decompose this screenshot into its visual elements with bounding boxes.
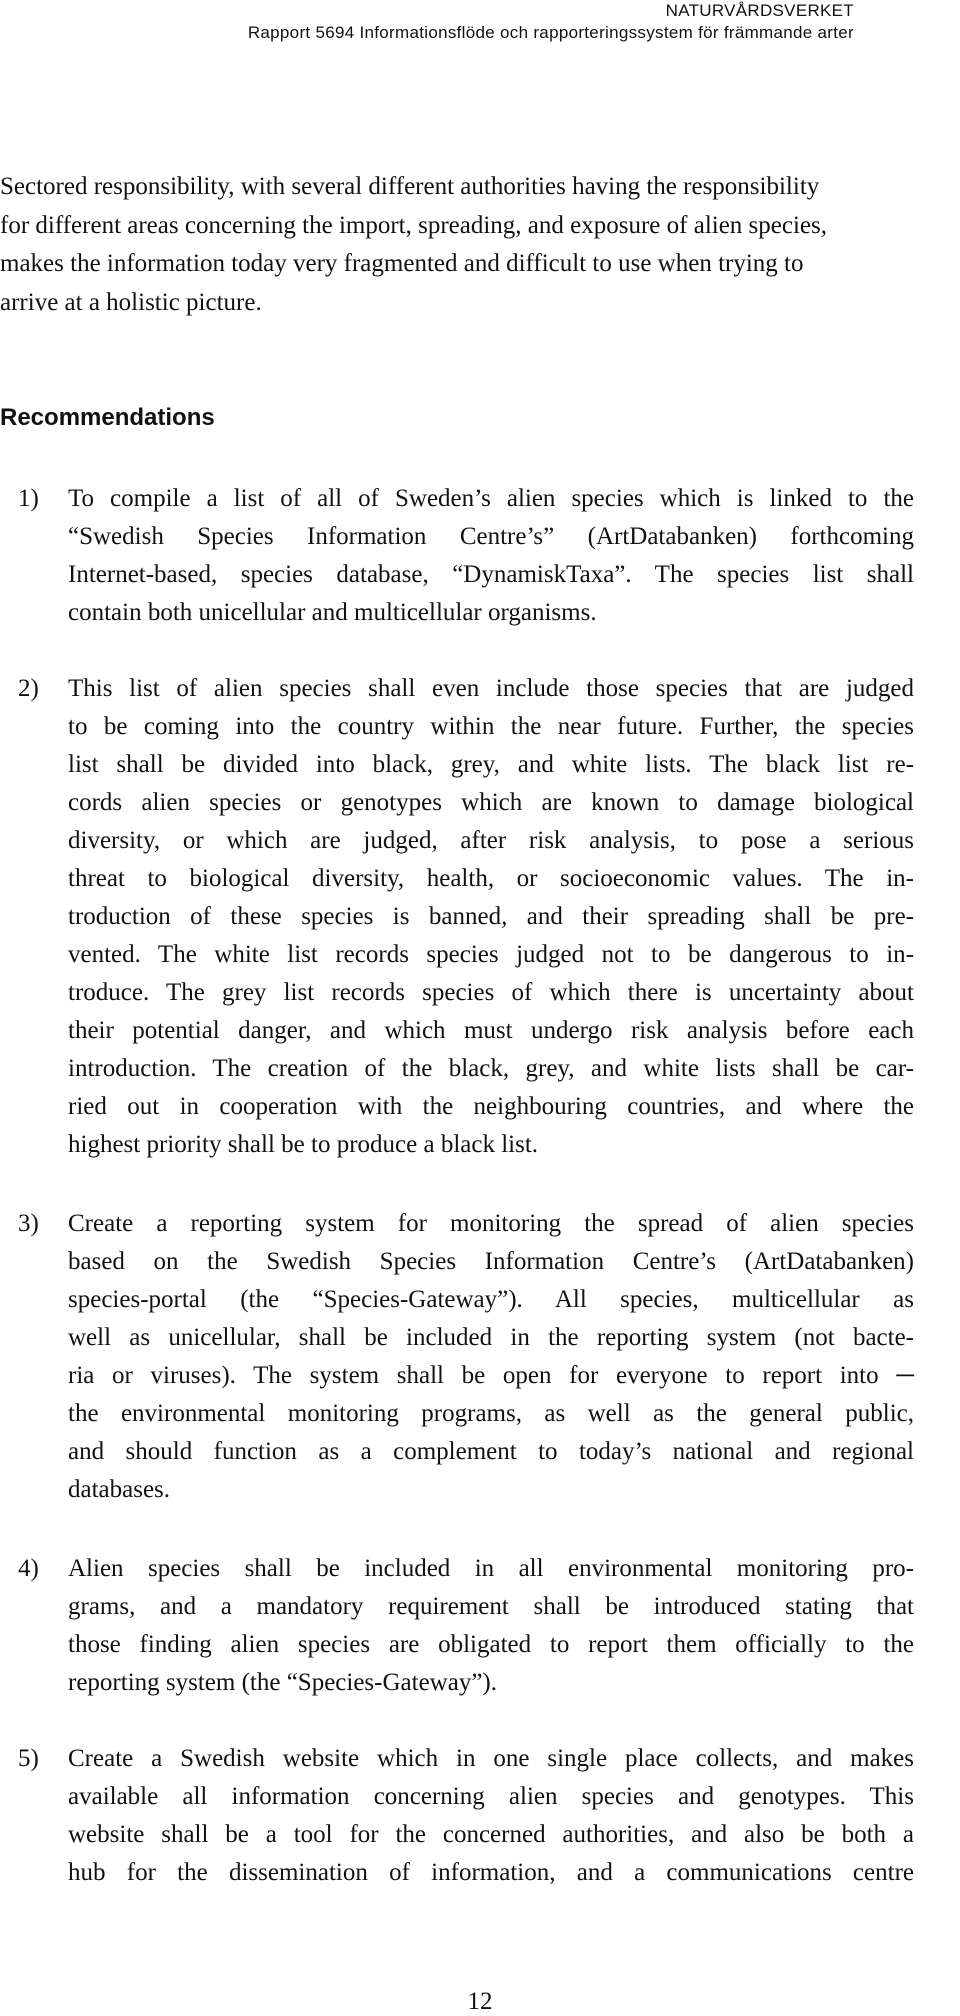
recommendation-item bbox=[18, 1205, 914, 1509]
text-line: cords alien species or genotypes which are known to damage biological bbox=[68, 789, 914, 816]
text-line: troduce. The grey list records species of which there is uncertainty about bbox=[68, 979, 914, 1006]
recommendation-number: 5) bbox=[18, 1745, 39, 1772]
recommendation-item bbox=[18, 670, 914, 1164]
text-line: list shall be divided into black, grey, and white lists. The black list re- bbox=[68, 751, 914, 778]
text-line: Create a Swedish website which in one single place collects, and makes bbox=[68, 1745, 914, 1772]
text-line: vented. The white list records species judged not to be dangerous to in- bbox=[68, 941, 914, 968]
running-header bbox=[248, 0, 854, 44]
section-heading: Recommendations bbox=[0, 404, 215, 431]
text-line: Internet-based, species database, “DynamiskTaxa”. The species list shall bbox=[68, 561, 914, 588]
text-line: “Swedish Species Information Centre’s” (ArtDatabanken) forthcoming bbox=[68, 523, 914, 550]
text-line: their potential danger, and which must undergo risk analysis before each bbox=[68, 1017, 914, 1044]
text-line: contain both unicellular and multicellular organisms. bbox=[68, 599, 597, 626]
text-line: available all information concerning alien species and genotypes. This bbox=[68, 1783, 914, 1810]
text-line: the environmental monitoring programs, as well as the general public, bbox=[68, 1400, 914, 1427]
intro-line: makes the information today very fragmented and difficult to use when trying to bbox=[0, 250, 804, 277]
text-line: threat to biological diversity, health, or socioeconomic values. The in- bbox=[68, 865, 914, 892]
header-agency: NATURVÅRDSVERKET bbox=[665, 1, 854, 20]
text-line: introduction. The creation of the black, grey, and white lists shall be car- bbox=[68, 1055, 914, 1082]
recommendation-number: 1) bbox=[18, 485, 39, 512]
recommendation-text bbox=[68, 1205, 914, 1509]
text-line: databases. bbox=[68, 1476, 171, 1503]
intro-line: Sectored responsibility, with several different authorities having the responsibility bbox=[0, 173, 820, 200]
text-line: those finding alien species are obligated to report them officially to the bbox=[68, 1631, 914, 1658]
text-line: website shall be a tool for the concerned authorities, and also be both a bbox=[68, 1821, 914, 1848]
text-line: and should function as a complement to today’s national and regional bbox=[68, 1438, 914, 1465]
text-line: diversity, or which are judged, after risk analysis, to pose a serious bbox=[68, 827, 914, 854]
text-line: This list of alien species shall even include those species that are judged bbox=[68, 675, 914, 702]
recommendation-text bbox=[68, 480, 914, 632]
recommendation-item bbox=[18, 480, 914, 632]
text-line: well as unicellular, shall be included in the reporting system (not bacte- bbox=[68, 1324, 914, 1351]
text-line: grams, and a mandatory requirement shall be introduced stating that bbox=[68, 1593, 914, 1620]
text-line: ria or viruses). The system shall be open for everyone to report into ─ bbox=[68, 1362, 914, 1389]
text-line: species-portal (the “Species-Gateway”). All species, multicellular as bbox=[68, 1286, 914, 1313]
intro-line: for different areas concerning the import, spreading, and exposure of alien species, bbox=[0, 211, 828, 239]
text-line: to be coming into the country within the near future. Further, the species bbox=[68, 713, 914, 740]
recommendation-text bbox=[68, 1550, 914, 1702]
text-line: Alien species shall be included in all environmental monitoring pro- bbox=[68, 1555, 914, 1582]
recommendation-text bbox=[68, 1740, 914, 1892]
intro-line: arrive at a holistic picture. bbox=[0, 288, 262, 316]
recommendation-item bbox=[18, 1550, 914, 1702]
recommendation-number: 2) bbox=[18, 675, 39, 702]
page-number: 12 bbox=[467, 1988, 493, 2015]
text-line: troduction of these species is banned, and their spreading shall be pre- bbox=[68, 903, 914, 930]
text-line: highest priority shall be to produce a black list. bbox=[68, 1131, 539, 1158]
intro-paragraph bbox=[0, 168, 958, 322]
recommendation-item bbox=[18, 1740, 914, 1892]
text-line: Create a reporting system for monitoring the spread of alien species bbox=[68, 1210, 914, 1237]
text-line: ried out in cooperation with the neighbouring countries, and where the bbox=[68, 1093, 914, 1120]
text-line: hub for the dissemination of information, and a communications centre bbox=[68, 1859, 914, 1886]
recommendation-number: 3) bbox=[18, 1210, 39, 1237]
text-line: To compile a list of all of Sweden’s alien species which is linked to the bbox=[68, 485, 914, 512]
text-line: based on the Swedish Species Information Centre’s (ArtDatabanken) bbox=[68, 1248, 914, 1275]
header-report-title: Rapport 5694 Informationsflöde och rapporteringssystem för främmande arter bbox=[247, 23, 854, 42]
recommendation-number: 4) bbox=[18, 1555, 39, 1582]
text-line: reporting system (the “Species-Gateway”). bbox=[68, 1669, 498, 1696]
recommendation-text bbox=[68, 670, 914, 1164]
